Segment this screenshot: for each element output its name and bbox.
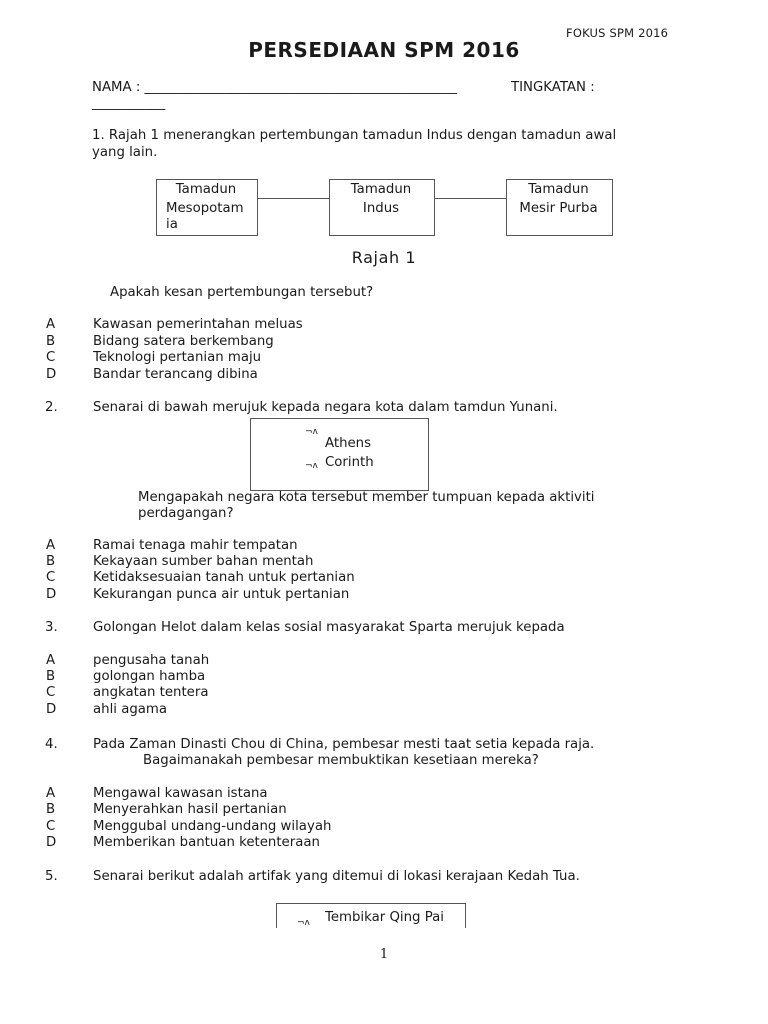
option-text: Bandar terancang dibina — [93, 367, 258, 382]
box-label-line1: Tamadun — [528, 182, 589, 197]
q2-number: 2. — [45, 400, 58, 415]
option-text: golongan hamba — [93, 669, 206, 684]
option-letter: A — [46, 317, 56, 332]
option-text: pengusaha tanah — [93, 653, 210, 668]
option-letter: C — [46, 819, 56, 834]
option-letter: D — [46, 367, 57, 382]
q4-text-line1: Pada Zaman Dinasti Chou di China, pembesar mesti taat setia kepada raja. — [93, 737, 595, 752]
box-label-line2: Mesir Purba — [519, 201, 598, 216]
option-text: Memberikan bantuan ketenteraan — [93, 835, 320, 850]
option-letter: C — [46, 685, 56, 700]
q1-text-line2: yang lain. — [92, 145, 158, 160]
bullet-icon: ¬ʌ — [305, 461, 318, 471]
list-item: Tembikar Qing Pai — [325, 910, 444, 925]
q4-number: 4. — [45, 737, 58, 752]
option-letter: A — [46, 653, 56, 668]
q1-question: Apakah kesan pertembungan tersebut? — [110, 285, 374, 300]
option-letter: B — [46, 554, 56, 569]
q2-list-box — [250, 418, 429, 491]
option-text: Menggubal undang-undang wilayah — [93, 819, 332, 834]
diagram-box-mesopotamia — [156, 179, 258, 236]
option-letter: B — [46, 802, 56, 817]
option-text: Bidang satera berkembang — [93, 334, 274, 349]
diagram-connector-right — [434, 198, 506, 199]
bullet-icon: ¬ʌ — [305, 427, 318, 437]
option-text: angkatan tentera — [93, 685, 209, 700]
option-text: Teknologi pertanian maju — [93, 350, 262, 365]
diagram-box-mesir — [506, 179, 613, 236]
option-text: Kekurangan punca air untuk pertanian — [93, 587, 350, 602]
name-field-label: NAMA : _______________________________________________ — [92, 80, 458, 95]
diagram-connector-left — [257, 198, 329, 199]
q2-text: Senarai di bawah merujuk kepada negara kota dalam tamdun Yunani. — [93, 400, 558, 415]
q2-question-line1: Mengapakah negara kota tersebut member tumpuan kepada aktiviti — [138, 490, 595, 505]
q5-text: Senarai berikut adalah artifak yang ditemui di lokasi kerajaan Kedah Tua. — [93, 869, 580, 884]
q4-text-line2: Bagaimanakah pembesar membuktikan kesetiaan mereka? — [143, 753, 539, 768]
box-label-line2: Mesopotam — [166, 201, 244, 216]
option-letter: B — [46, 334, 56, 349]
page-number: 1 — [379, 947, 389, 962]
q2-question-line2: perdagangan? — [138, 506, 234, 521]
q3-text: Golongan Helot dalam kelas sosial masyarakat Sparta merujuk kepada — [93, 620, 565, 635]
option-letter: A — [46, 786, 56, 801]
option-letter: D — [46, 835, 57, 850]
diagram-caption: Rajah 1 — [351, 248, 417, 267]
list-item: Athens — [325, 436, 372, 451]
page-title: PERSEDIAAN SPM 2016 — [248, 38, 520, 62]
option-text: ahli agama — [93, 702, 168, 717]
q3-number: 3. — [45, 620, 58, 635]
bullet-icon: ¬ʌ — [297, 918, 310, 928]
list-item: Corinth — [325, 455, 374, 470]
box-label-line2: Indus — [362, 201, 400, 216]
box-label-line3: ia — [166, 217, 178, 232]
header-tag: FOKUS SPM 2016 — [566, 26, 669, 40]
option-text: Menyerahkan hasil pertanian — [93, 802, 287, 817]
q5-number: 5. — [45, 869, 58, 884]
option-letter: D — [46, 702, 57, 717]
tingkatan-label: TINGKATAN : — [511, 80, 595, 95]
option-text: Kekayaan sumber bahan mentah — [93, 554, 314, 569]
option-letter: C — [46, 350, 56, 365]
option-letter: A — [46, 538, 56, 553]
box-label-line1: Tamadun — [175, 182, 237, 197]
box-label-line1: Tamadun — [350, 182, 412, 197]
option-letter: D — [46, 587, 57, 602]
option-text: Kawasan pemerintahan meluas — [93, 317, 303, 332]
diagram-box-indus — [329, 179, 435, 236]
option-text: Mengawal kawasan istana — [93, 786, 268, 801]
tingkatan-line: ___________ — [92, 96, 166, 111]
option-letter: B — [46, 669, 56, 684]
q5-list-box — [276, 903, 466, 928]
option-letter: C — [46, 570, 56, 585]
q1-text-line1: 1. Rajah 1 menerangkan pertembungan tamadun Indus dengan tamadun awal — [92, 128, 617, 143]
option-text: Ketidaksesuaian tanah untuk pertanian — [93, 570, 355, 585]
option-text: Ramai tenaga mahir tempatan — [93, 538, 298, 553]
